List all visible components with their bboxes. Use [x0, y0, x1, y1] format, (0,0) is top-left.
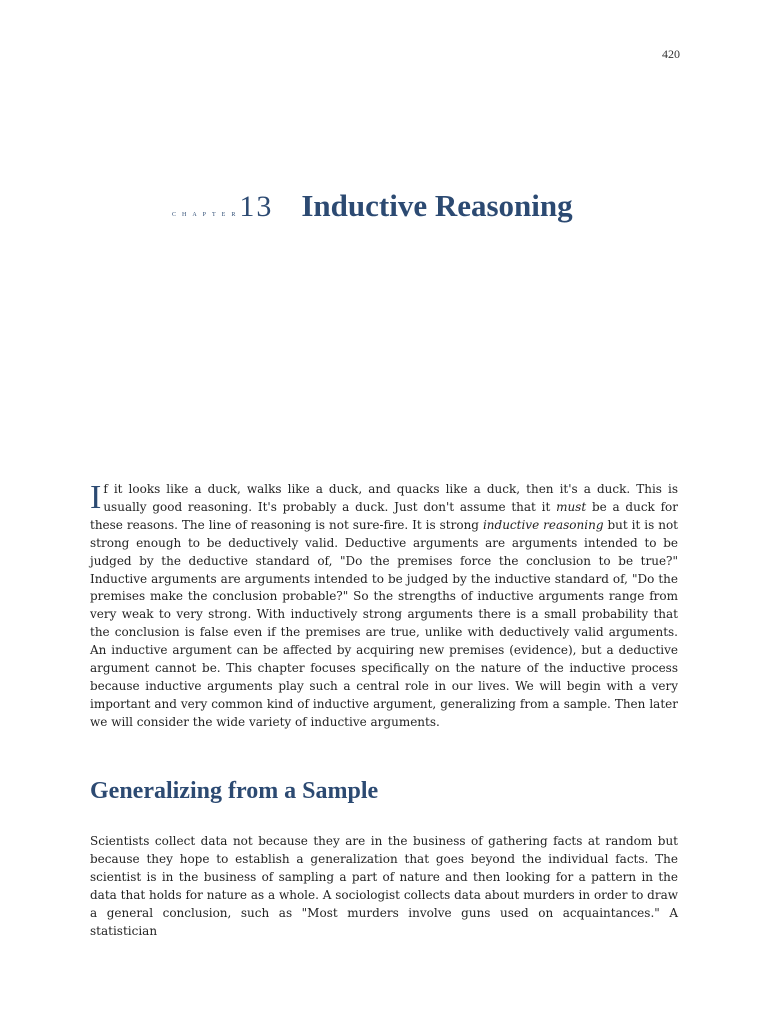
intro-emphasis-must: must: [556, 499, 587, 514]
intro-text-part-2: be a duck for these reasons. The line of reasoning is not sure-fire. It is strong: [90, 499, 678, 532]
intro-text-part-1: f it looks like a duck, walks like a duck, and quacks like a duck, then it's a duck. This is usually good reasoning. It's probably a duck. Just don't assume that it: [103, 482, 678, 514]
intro-text-part-3: but it is not strong enough to be deductively valid. Deductive arguments are arguments intended to be judged by the deductive standard of, "Do the premises force the conclusion to be true?" Inductive arguments are arguments intended to be judged by the inductive standard of, "Do the premises make the conclusion probable?" So the strengths of inductive arguments range from very weak to very strong. With inductively strong arguments there is a small probability that the conclusion is false even if the premises are true, unlike with deductively valid arguments. An inductive argument can be affected by acquiring new premises (evidence), but a deductive argument cannot be. This chapter focuses specifically on the nature of the inductive process because inductive arguments play such a central role in our lives. We will begin with a very important and very common kind of inductive argument, generalizing from a sample. Then later we will consider the wide variety of inductive arguments.: [90, 517, 678, 729]
section-title: Generalizing from a Sample: [90, 778, 379, 804]
chapter-heading: [172, 188, 573, 224]
drop-cap: I: [90, 479, 102, 516]
intro-paragraph: [90, 481, 678, 732]
section-paragraph: Scientists collect data not because they are in the business of gathering facts at random but because they hope to establish a generalization that goes beyond the individual facts. The scientist is in the business of sampling a part of nature and then looking for a pattern in the data that holds for nature as a whole. A sociologist collects data about murders in order to draw a general conclusion, such as "Most murders involve guns used on acquaintances." A statistician: [90, 834, 678, 938]
page-number: 420: [662, 47, 680, 61]
chapter-label: CHAPTER: [172, 212, 242, 218]
intro-emphasis-inductive-reasoning: inductive reasoning: [482, 517, 604, 532]
chapter-title: Inductive Reasoning: [301, 188, 573, 223]
chapter-number: 13: [239, 190, 274, 223]
